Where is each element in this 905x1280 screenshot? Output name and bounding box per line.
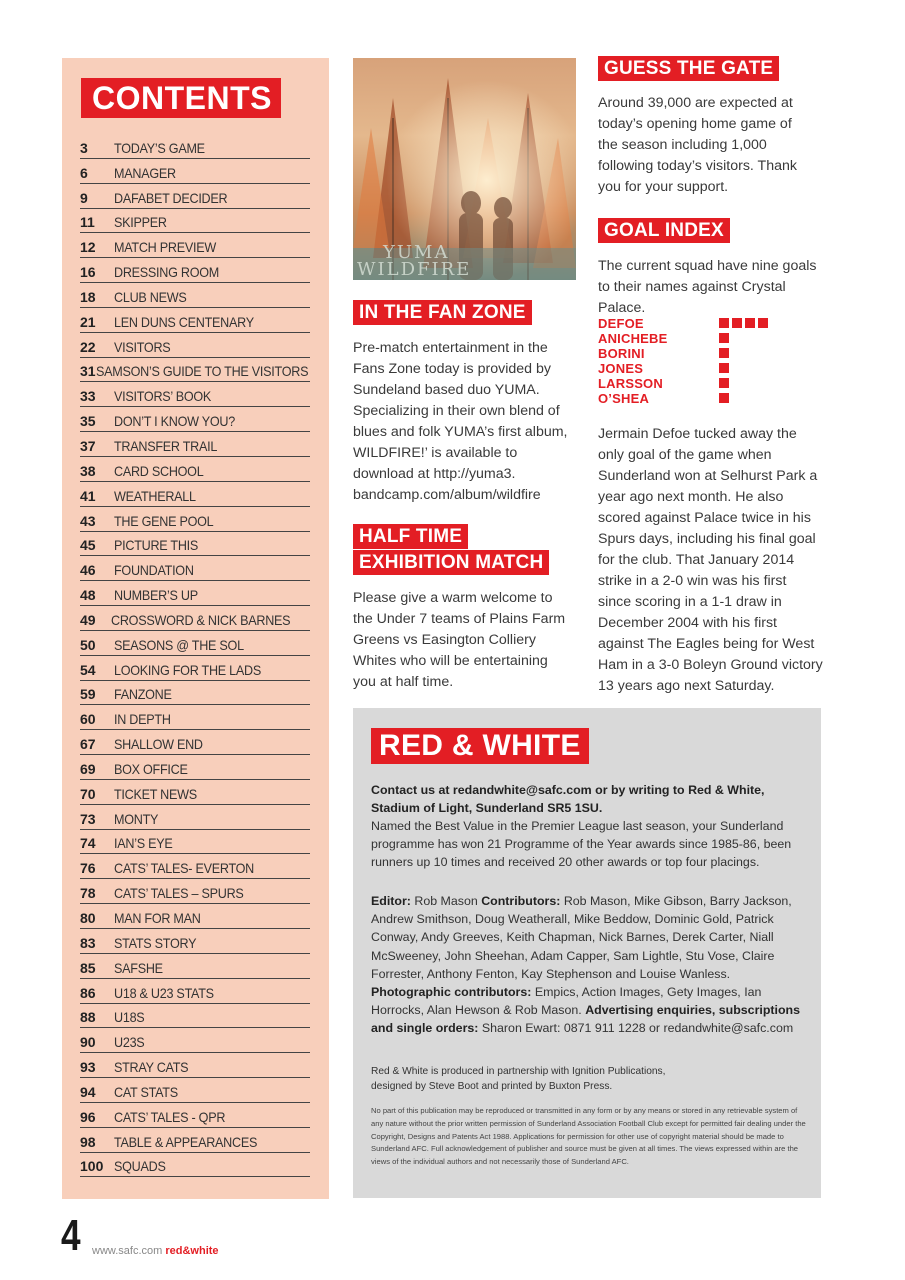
contents-item [80,134,310,159]
contents-item-title: THE GENE POOL [114,512,214,529]
contents-item [80,184,310,209]
contents-item-page: 74 [80,835,96,852]
goal-square [719,318,729,328]
contents-item-page: 43 [80,512,96,529]
contents-item-page: 35 [80,413,96,430]
goal-bar [719,393,729,403]
contents-item [80,929,310,954]
contents-item-page: 85 [80,959,96,976]
half-time-heading-line2: EXHIBITION MATCH [353,550,549,575]
contents-item-page: 12 [80,239,96,256]
contents-item-title: CATS’ TALES - QPR [114,1108,226,1125]
contents-item-page: 96 [80,1108,96,1125]
contents-item-title: VISITORS’ BOOK [114,388,212,405]
contents-item [80,705,310,730]
contents-item-page: 94 [80,1083,96,1100]
contents-item-title: TODAY’S GAME [114,139,205,156]
contents-item [80,681,310,706]
goal-index-intro: The current squad have nine goals to their names against Crystal Palace. [598,258,817,316]
contents-item [80,606,310,631]
contents-item-title: TICKET NEWS [114,785,197,802]
contents-item-title: MATCH PREVIEW [114,239,216,256]
contents-item-title: DAFABET DECIDER [114,189,228,206]
contents-item-title: WEATHERALL [114,487,196,504]
guess-gate-text: Around 39,000 are expected at today’s opening home game of the season including 1,000 following today’s visitors. Thank you for your support. [598,95,797,195]
contents-item [80,432,310,457]
contents-item [80,532,310,557]
contents-item [80,233,310,258]
contents-item-page: 3 [80,139,88,156]
goal-index-players [598,316,668,406]
contents-item-page: 37 [80,437,96,454]
contents-item-page: 11 [80,214,95,231]
contents-item [80,1053,310,1078]
contents-item-page: 41 [80,487,96,504]
contents-item [80,805,310,830]
contents-item-title: SAFSHE [114,959,163,976]
contents-item-title: CARD SCHOOL [114,462,204,479]
contents-item-page: 98 [80,1133,96,1150]
goal-index-player: ANICHEBE [598,331,668,346]
contents-item-page: 22 [80,338,96,355]
album-wordmark-line2: WILDFIRE [357,258,472,280]
goal-index-player: LARSSON [598,376,663,391]
contents-item-page: 83 [80,934,96,951]
red-white-contact [371,781,811,871]
goal-index-player: O’SHEA [598,391,650,406]
contents-item-page: 50 [80,636,96,653]
half-time-heading-line1: HALF TIME [353,524,468,549]
contents-item-title: PICTURE THIS [114,537,199,554]
goal-index-player: DEFOE [598,316,644,331]
goal-bar [719,363,729,373]
contents-item [80,308,310,333]
editor-name: Rob Mason [414,894,478,908]
contents-item-page: 49 [80,611,96,628]
goal-square [719,363,729,373]
contents-item-title: SHALLOW END [114,736,203,753]
contents-item-title: U18S [114,1009,145,1026]
goal-bar [719,348,729,358]
contents-item-page: 21 [80,313,96,330]
footer-brand: red&white [165,1245,219,1257]
contents-item-title: U18 & U23 STATS [114,984,214,1001]
contents-item [80,1128,310,1153]
goal-square [719,393,729,403]
awards-text: Named the Best Value in the Premier League last season, your Sunderland programme has won 21 Programme of the Year awards since 1985-86, been runners up 10 times and received 20 other awards or top four placings. [371,819,792,869]
half-time-text: Please give a warm welcome to the Under 7 teams of Plains Farm Greens vs Easington Colliery Whites who will be entertaining you at half time. [353,590,566,690]
contents-item-page: 93 [80,1059,96,1076]
contents-item-page: 16 [80,264,96,281]
contents-item-title: STRAY CATS [114,1059,189,1076]
contents-item [80,407,310,432]
contents-item-title: VISITORS [114,338,171,355]
contents-item [80,1078,310,1103]
contents-item-page: 80 [80,910,96,926]
contents-item-title: MANAGER [114,164,176,181]
goal-square [719,333,729,343]
album-wordmark [357,241,472,280]
contents-item-page: 69 [80,760,96,777]
contents-item-title: SKIPPER [114,214,167,231]
contents-item-title: LOOKING FOR THE LADS [114,661,262,678]
advertising-label: Advertising enquiries, subscriptions and single orders: [371,1003,801,1036]
contents-item-title: STATS STORY [114,934,197,951]
goal-index-player: BORINI [598,346,645,361]
contents-item-title: CROSSWORD & NICK BARNES [110,611,291,628]
contents-item-page: 48 [80,587,96,604]
contents-item-page: 90 [80,1034,96,1051]
advertising-contact: Sharon Ewart: 0871 911 1228 or redandwhite@safc.com [481,1021,794,1036]
contents-item [80,507,310,532]
contents-item-title: IN DEPTH [114,711,171,728]
contents-item [80,854,310,879]
contents-item [80,159,310,184]
contents-item-page: 6 [80,164,88,181]
contents-item [80,283,310,308]
goal-square [719,348,729,358]
contents-item-title: CAT STATS [114,1083,178,1100]
fan-zone-text: Pre-match entertainment in the Fans Zone today is provided by Sundeland based duo YUMA. Specializing in their own blend of blues and folk YUMA’s first album, WILDFIRE!’ is available to download at http://yuma3. bandcamp.com/album/wildfire [353,340,568,503]
contents-item [80,482,310,507]
contents-item [80,631,310,656]
contents-item-page: 78 [80,885,96,902]
goal-square [732,318,742,328]
guess-gate-heading: GUESS THE GATE [598,56,779,81]
contents-item-title: SEASONS @ THE SOL [114,636,244,653]
editor-label: Editor: [371,894,411,908]
contents-item-page: 60 [80,711,96,728]
contents-item-title: MAN FOR MAN [114,910,201,926]
goal-bar [719,378,729,388]
contents-item [80,979,310,1004]
contents-item-page: 33 [80,388,96,405]
contents-item [80,333,310,358]
legal-text: No part of this publication may be reproduced or transmitted in any form or by any means or stored in any retrievable system of any nature without the prior written permission of Sunderland Association Football Club except for permitted fair dealing under the Copyright, Designs and Patents Act 1988. Applications for permission for other use of copyright material should be made to Sunderland AFC. Full acknowledgement of publisher and source must be given at all times. The views expressed within are the views of the individual authors and not necessarily those of Sunderland AFC. [371,1106,806,1167]
production-text: Red & White is produced in partnership with Ignition Publications, designed by Steve Boot and printed by Buxton Press. [371,1066,666,1092]
contents-item [80,258,310,283]
goal-bar [719,318,768,328]
contents-item-title: DON’T I KNOW YOU? [114,413,235,430]
contributors-label: Contributors: [481,894,561,908]
contents-item [80,1028,310,1053]
contents-title: CONTENTS [81,78,281,118]
contents-item-page: 67 [80,736,96,753]
contents-item [80,358,310,383]
contents-item [80,1004,310,1029]
contents-item-title: BOX OFFICE [114,760,188,777]
contents-item [80,1153,310,1178]
contents-item-title: MONTY [114,810,159,827]
contents-item-title: FANZONE [114,686,172,703]
goal-bar [719,333,729,343]
contributors-names: Rob Mason, Mike Gibson, Barry Jackson, Andrew Smithson, Doug Weatherall, Mike Beddow, Dominic Gold, Patrick Conway, Andy Greeves, Keith Chapman, Nick Barnes, Derek Carter, Niall McSweeney, John Sheehan, Adam Capper, Sam Lightle, Stu Vose, Claire Forrester, Anthony Fenton, Kay Stephenson and Louise Wanless. [371,894,792,981]
page-number: 4 [61,1211,81,1260]
contents-item-title: LEN DUNS CENTENARY [114,313,254,330]
footer-url-text: www.safc.com [92,1245,163,1257]
contents-item-title: DRESSING ROOM [114,264,220,281]
contents-item-page: 70 [80,785,96,802]
contents-item [80,581,310,606]
photo-label: Photographic contributors: [371,985,532,1000]
contents-item-title: NUMBER’S UP [114,587,198,604]
contents-item-page: 54 [80,661,96,678]
contents-item [80,556,310,581]
contents-item-title: CATS’ TALES- EVERTON [114,860,255,877]
contents-item-page: 73 [80,810,96,827]
goal-index-text: Jermain Defoe tucked away the only goal of the game when Sunderland won at Selhurst Park a year ago next month. He also scored against Palace twice in his Spurs days, including his final goal for the club. That January 2014 strike in a 2-0 win was his first since scoring in a 1-1 draw in December 2004 with his first against The Eagles being for West Ham in a 3-0 Boleyn Ground victory 13 years ago next Saturday. [598,426,823,694]
contents-item-title: CLUB NEWS [114,288,187,305]
contents-item-page: 86 [80,984,96,1001]
contents-item [80,954,310,979]
contents-item [80,209,310,234]
red-white-info-box [353,708,821,1198]
contents-item [80,1103,310,1128]
contents-item [80,382,310,407]
contents-list [80,134,310,1177]
goal-square [758,318,768,328]
goal-index-player: JONES [598,361,644,376]
album-cover-image [353,58,576,280]
contact-line: Contact us at redandwhite@safc.com or by writing to Red & White, Stadium of Light, Sunderland SR5 1SU. [371,783,765,815]
contents-item-page: 18 [80,288,96,305]
contents-item [80,780,310,805]
footer-url [92,1245,219,1257]
contents-panel [62,58,329,1199]
goal-index-heading: GOAL INDEX [598,218,730,243]
contents-item-page: 45 [80,537,96,554]
contents-item-title: U23S [114,1034,145,1051]
photo-names: Empics, Action Images, Gety Images, Ian Horrocks, Alan Hewson & Rob Mason. [371,985,762,1018]
contents-item-title: TABLE & APPEARANCES [114,1133,258,1150]
contents-item-page: 38 [80,462,96,479]
contents-item-page: 31 [80,363,96,380]
contents-item-title: CATS’ TALES – SPURS [114,885,244,902]
red-white-credits [371,892,811,1038]
album-wordmark-line1: YUMA [383,241,450,263]
contents-item [80,904,310,929]
contents-item-page: 46 [80,562,96,579]
contents-item-page: 88 [80,1009,96,1026]
fan-zone-heading: IN THE FAN ZONE [353,300,532,325]
contents-item-title: TRANSFER TRAIL [114,437,218,454]
contents-item [80,879,310,904]
contents-item-title: SQUADS [114,1158,166,1175]
contents-item-page: 100 [80,1158,104,1175]
contents-item-title: FOUNDATION [114,562,194,579]
contents-item-page: 59 [80,686,96,703]
goal-square [719,378,729,388]
contents-item-title: IAN’S EYE [114,835,173,852]
contents-item [80,457,310,482]
contents-item [80,656,310,681]
contents-item [80,755,310,780]
contents-item-page: 9 [80,189,88,206]
red-white-title: RED & WHITE [371,728,589,764]
contents-item-page: 76 [80,860,96,877]
contents-item-title: SAMSON’S GUIDE TO THE VISITORS [95,363,308,380]
goal-square [745,318,755,328]
contents-item [80,830,310,855]
contents-item [80,730,310,755]
